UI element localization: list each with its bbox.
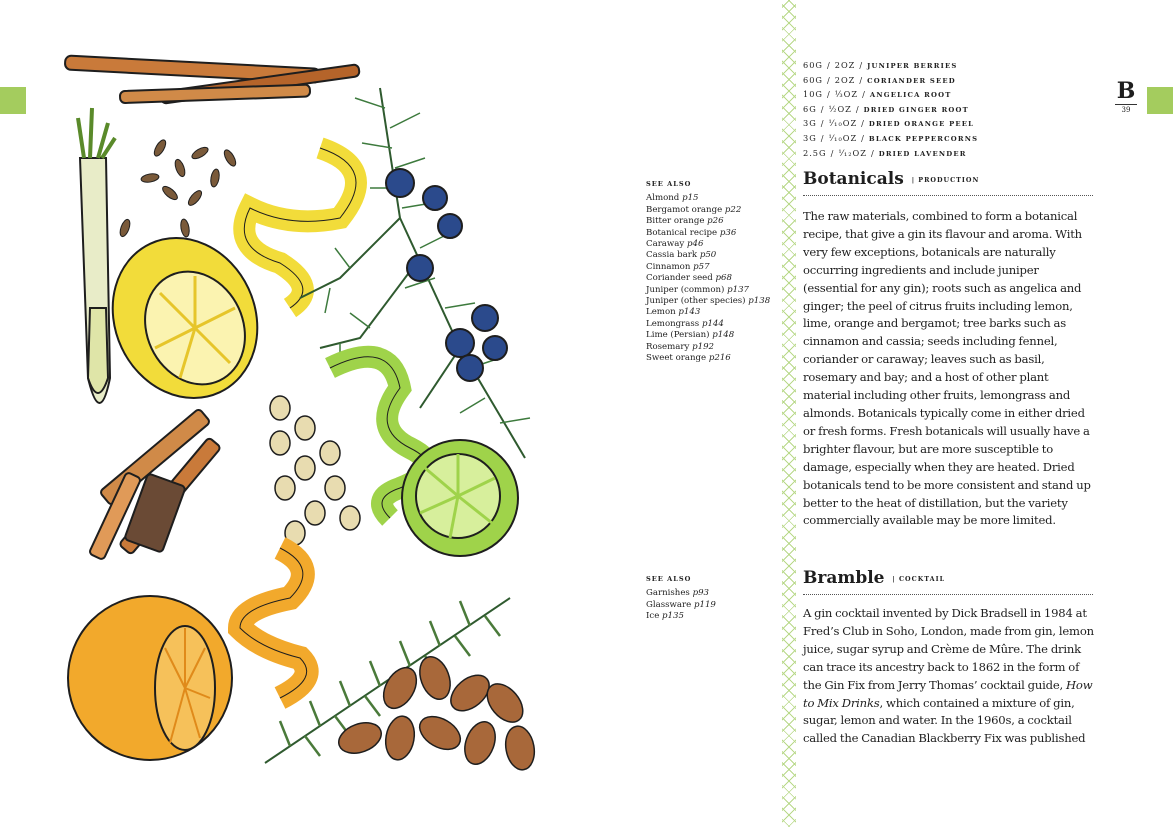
- see-also-item-page: p46: [687, 239, 704, 250]
- body-text-part: , which contained a mixture of gin, sugar, lemon and water. In the 1960s, a cocktail called the Canadian Blackberry Fix was published: [803, 695, 1086, 746]
- see-also-item-name: Cinnamon: [646, 261, 691, 272]
- measure-row: [803, 132, 978, 147]
- body-text-part: A gin cocktail invented by Dick Bradsell in 1984 at Fred’s Club in Soho, London, made from gin, lemon juice, sugar syrup and Crème de Mûre. The drink can trace its ancestry back to 1862 in the form of the Gin Fix from Jerry Thomas’ cocktail guide,: [803, 606, 1094, 692]
- measure-row: [803, 103, 978, 118]
- see-also-item: [646, 285, 770, 296]
- see-also-item-page: p50: [699, 250, 717, 261]
- see-also-item-name: Lime (Persian): [646, 330, 710, 341]
- entry-body-botanicals: The raw materials, combined to form a botanical recipe, that give a gin its flavour and aroma. With very few exceptions, botanicals are naturally occurring ingredients and include juniper (essential for any gin); roots such as angelica and ginger; the peel of citrus fruits including lemon, lime, orange and bergamot; tree barks such as cinnamon and cassia; seeds including fennel, coriander or caraway; leaves such as basil, rosemary and bay; and a host of other plant material including other fruits, lemongrass and almonds. Botanicals typically come in either dried or fresh forms. Fresh botanicals will usually have a brighter flavour, but are more susceptible to damage, especially when they are heated. Dried botanicals tend to be more consistent and stand up better to the heat of distillation, but the variety commercially available may be more limited.: [803, 209, 1091, 528]
- entry-category-tag: | COCKTAIL: [892, 574, 946, 583]
- half-orange-icon: [68, 596, 232, 760]
- botanicals-illustration: [40, 48, 560, 788]
- see-also-item: [646, 296, 770, 307]
- measure-imperial: 2OZ: [834, 60, 856, 70]
- slash-separator: /: [859, 60, 864, 70]
- see-also-item: [646, 342, 770, 353]
- see-also-item-page: p68: [715, 273, 732, 284]
- measure-imperial: 2OZ: [834, 74, 856, 85]
- see-also-item-page: p119: [693, 599, 716, 610]
- slash-separator: /: [820, 118, 825, 129]
- entry-category-tag: | PRODUCTION: [911, 175, 980, 184]
- slash-separator: /: [826, 60, 831, 70]
- measure-ingredient: DRIED LAVENDER: [878, 149, 967, 158]
- measure-metric: 2.5G: [803, 147, 827, 158]
- see-also-item: [646, 611, 716, 622]
- see-also-item-page: p93: [692, 588, 709, 599]
- see-also-item: [646, 228, 770, 239]
- see-also-item-name: Sweet orange: [646, 353, 707, 364]
- see-also-item-page: p144: [701, 318, 724, 329]
- entry-heading: Botanicals: [803, 169, 904, 189]
- see-also-item-page: p148: [712, 330, 735, 341]
- see-also-item-page: p216: [708, 353, 731, 364]
- slash-separator: /: [820, 103, 825, 114]
- see-also-item-name: Bergamot orange: [646, 204, 723, 215]
- measure-row: [803, 88, 978, 103]
- see-also-item: [646, 205, 770, 216]
- measure-metric: 60G: [803, 74, 823, 85]
- see-also-item: [646, 216, 770, 227]
- measure-metric: 10G: [803, 89, 823, 100]
- measure-ingredient: JUNIPER BERRIES: [867, 62, 958, 70]
- see-also-item-name: Botanical recipe: [646, 227, 718, 238]
- slash-separator: /: [826, 89, 831, 100]
- see-also-list: [646, 193, 770, 364]
- measure-imperial: ½OZ: [828, 103, 852, 114]
- slash-separator: /: [830, 147, 835, 158]
- measure-ingredient: DRIED GINGER ROOT: [863, 105, 969, 114]
- measure-row: [803, 147, 978, 162]
- measure-ingredient: CORIANDER SEED: [867, 76, 956, 85]
- see-also-item-name: Ice: [646, 611, 660, 622]
- measure-imperial: ⅓OZ: [834, 89, 859, 100]
- see-also-item-name: Bitter orange: [646, 216, 705, 227]
- see-also-item: [646, 239, 770, 250]
- lemon-peel-icon: [244, 148, 356, 308]
- see-also-item-page: p135: [662, 611, 684, 622]
- see-also-item-name: Rosemary: [646, 341, 690, 352]
- see-also-item-page: p15: [682, 193, 699, 204]
- see-also-item-page: p26: [707, 216, 724, 227]
- see-also-item-page: p36: [719, 227, 737, 238]
- see-also-item-name: Coriander seed: [646, 273, 713, 284]
- measure-row: [803, 59, 978, 74]
- slash-separator: /: [870, 147, 875, 158]
- measure-ingredient: DRIED ORANGE PEEL: [868, 120, 975, 129]
- slash-separator: /: [820, 132, 825, 143]
- see-also-item: [646, 330, 770, 341]
- slash-separator: /: [826, 74, 831, 85]
- see-also-item: [646, 353, 770, 364]
- dotted-rule: [803, 594, 1093, 595]
- see-also-item: [646, 262, 770, 273]
- see-also-item: [646, 600, 716, 611]
- section-letter: B: [1116, 78, 1136, 104]
- page-folio: [1112, 80, 1140, 114]
- measure-metric: 3G: [803, 118, 817, 129]
- page-number: 39: [1121, 106, 1131, 114]
- see-also-item-name: Juniper (other species): [646, 296, 746, 307]
- see-also-item-name: Lemongrass: [646, 318, 700, 329]
- juniper-berries-icon: [386, 169, 507, 381]
- see-also-item: [646, 273, 770, 284]
- lemongrass-icon: [78, 108, 115, 403]
- entry-heading: Bramble: [803, 568, 885, 588]
- see-also-botanicals: [646, 179, 770, 365]
- measure-imperial: ⅟₁₂OZ: [838, 147, 867, 158]
- slash-separator: /: [855, 103, 860, 114]
- measure-metric: 3G: [803, 132, 817, 143]
- measure-imperial: ⅟₁₀OZ: [828, 132, 858, 143]
- see-also-item-name: Garnishes: [646, 588, 690, 599]
- see-also-item: [646, 250, 770, 261]
- measure-row: [803, 117, 978, 132]
- spine-divider: [782, 0, 796, 827]
- cinnamon-sticks-icon: [65, 55, 360, 103]
- see-also-item-page: p137: [727, 284, 750, 295]
- entry-title-botanicals: [803, 167, 1093, 192]
- orange-peel-icon: [240, 548, 307, 698]
- measure-metric: 60G: [803, 60, 823, 70]
- folio-rule: [1115, 104, 1137, 105]
- measure-ingredient: BLACK PEPPERCORNS: [868, 134, 979, 143]
- see-also-item: [646, 307, 770, 318]
- see-also-heading: SEE ALSO: [646, 180, 692, 188]
- book-title: How to Mix Drinks: [803, 677, 1093, 710]
- measure-row: [803, 74, 978, 89]
- see-also-item: [646, 319, 770, 330]
- see-also-item-name: Almond: [646, 193, 680, 204]
- see-also-item: [646, 193, 770, 204]
- entry-title-bramble: [803, 566, 1093, 591]
- slash-separator: /: [859, 74, 864, 85]
- see-also-item-name: Glassware: [646, 599, 692, 610]
- see-also-list: [646, 588, 716, 622]
- see-also-item-name: Juniper (common): [646, 284, 725, 295]
- left-thumb-tab: [0, 87, 26, 114]
- see-also-heading: SEE ALSO: [646, 575, 692, 583]
- see-also-bramble: [646, 574, 716, 623]
- measure-metric: 6G: [803, 103, 817, 114]
- slash-separator: /: [861, 118, 865, 129]
- half-lime-icon: [402, 440, 518, 556]
- almonds-icon: [335, 653, 538, 773]
- botanical-measures-list: [803, 59, 978, 161]
- see-also-item-page: p192: [692, 341, 715, 352]
- see-also-item: [646, 588, 716, 599]
- measure-imperial: ⅟₁₀OZ: [828, 118, 858, 129]
- see-also-item-page: p143: [678, 307, 701, 318]
- see-also-item-page: p57: [693, 261, 710, 272]
- see-also-item-name: Cassia bark: [646, 250, 698, 261]
- see-also-item-page: p22: [724, 204, 742, 215]
- see-also-item-name: Caraway: [646, 239, 685, 250]
- caraway-seeds-icon: [118, 138, 238, 238]
- entry-body-bramble: [803, 605, 1095, 748]
- coriander-seeds-icon: [270, 396, 360, 545]
- cassia-bark-icon: [89, 408, 221, 560]
- slash-separator: /: [862, 89, 866, 100]
- see-also-item-name: Lemon: [646, 307, 676, 318]
- see-also-item-page: p138: [748, 296, 771, 307]
- slash-separator: /: [861, 132, 865, 143]
- right-thumb-tab: [1147, 87, 1173, 114]
- dotted-rule: [803, 195, 1093, 196]
- measure-ingredient: ANGELICA ROOT: [869, 91, 952, 100]
